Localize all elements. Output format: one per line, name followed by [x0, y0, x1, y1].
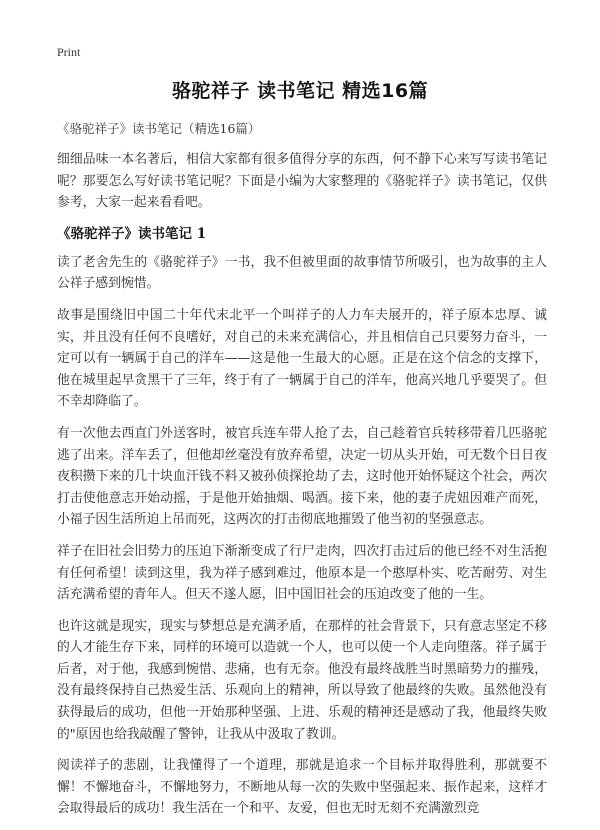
document-subtitle: 《骆驼祥子》读书笔记（精选16篇） — [57, 121, 261, 136]
body-paragraph-6: 阅读祥子的悲剧，让我懂得了一个道理，那就是追求一个目标并取得胜利，那就要不懈！不懈地奋斗，不懈地努力，不断地从每一次的失败中坚强起来、振作起来，这样才会取得最后的成功！我生活在一个和平、友爱，但也无时无刻不充满激烈竞 — [57, 758, 547, 817]
page-title: 骆驼祥子 读书笔记 精选16篇 — [171, 80, 429, 102]
body-paragraph-4: 祥子在旧社会旧势力的压迫下渐渐变成了行尸走肉，四次打击过后的他已经不对生活抱有任何希望！读到这里，我为祥子感到难过，他原本是一个憨厚朴实、吃苦耐劳、对生活充满希望的青年人。但天不遂人愿，旧中国旧社会的压迫改变了他的一生。 — [57, 543, 547, 603]
body-paragraph-1: 读了老舍先生的《骆驼祥子》一书，我不但被里面的故事情节所吸引，也为故事的主人公祥子感到惋惜。 — [57, 254, 547, 292]
print-label[interactable]: Print — [57, 45, 81, 59]
body-paragraph-3: 有一次他去西直门外送客时，被官兵连车带人抢了去，自己趁着官兵转移带着几匹骆驼逃了出来。洋车丢了，但他却丝毫没有放弃希望，决定一切从头开始，可无数个日日夜夜积攒下来的几十块血汗钱不料又被孙侦探抢劫了去，这时他开始怀疑这个社会，两次打击使他意志开始动摇，于是他开始抽烟、喝酒。接下来，他的妻子虎妞因难产而死，小福子因生活所迫上吊而死，这两次的打击彻底地摧毁了他当初的坚强意志。 — [57, 425, 547, 528]
body-paragraph-5: 也许这就是现实，现实与梦想总是充满矛盾，在那样的社会背景下，只有意志坚定不移的人才能生存下来，同样的环境可以造就一个人，也可以使一个人走向堕落。祥子属于后者，对于他，我感到惋惜、悲痛，也有无奈。他没有最终战胜当时黑暗势力的摧残，没有最终保持自己热爱生活、乐观向上的精神，所以导致了他最终的失败。虽然他没有获得最后的成功，但他一开始那种坚强、上进、乐观的精神还是感动了我，他最终失败的"原因也给我敲醒了警钟，让我从中汲取了教训。 — [57, 618, 547, 742]
section-heading: 《骆驼祥子》读书笔记 1 — [57, 225, 207, 242]
intro-paragraph: 细细品味一本名著后，相信大家都有很多值得分享的东西，何不静下心来写写读书笔记呢？那要怎么写好读书笔记呢？下面是小编为大家整理的《骆驼祥子》读书笔记，仅供参考，大家一起来看看吧。 — [57, 152, 547, 211]
body-paragraph-2: 故事是围绕旧中国二十年代末北平一个叫祥子的人力车夫展开的，祥子原本忠厚、诚实，并且没有任何不良嗜好，对自己的未来充满信心，并且相信自己只要努力奋斗，一定可以有一辆属于自己的洋车——这是他一生最大的心愿。正是在这个信念的支撑下，他在城里起早贪黑干了三年，终于有了一辆属于自己的洋车，他高兴地几乎要哭了。但不幸却降临了。 — [57, 307, 547, 410]
document-body — [57, 149, 547, 830]
